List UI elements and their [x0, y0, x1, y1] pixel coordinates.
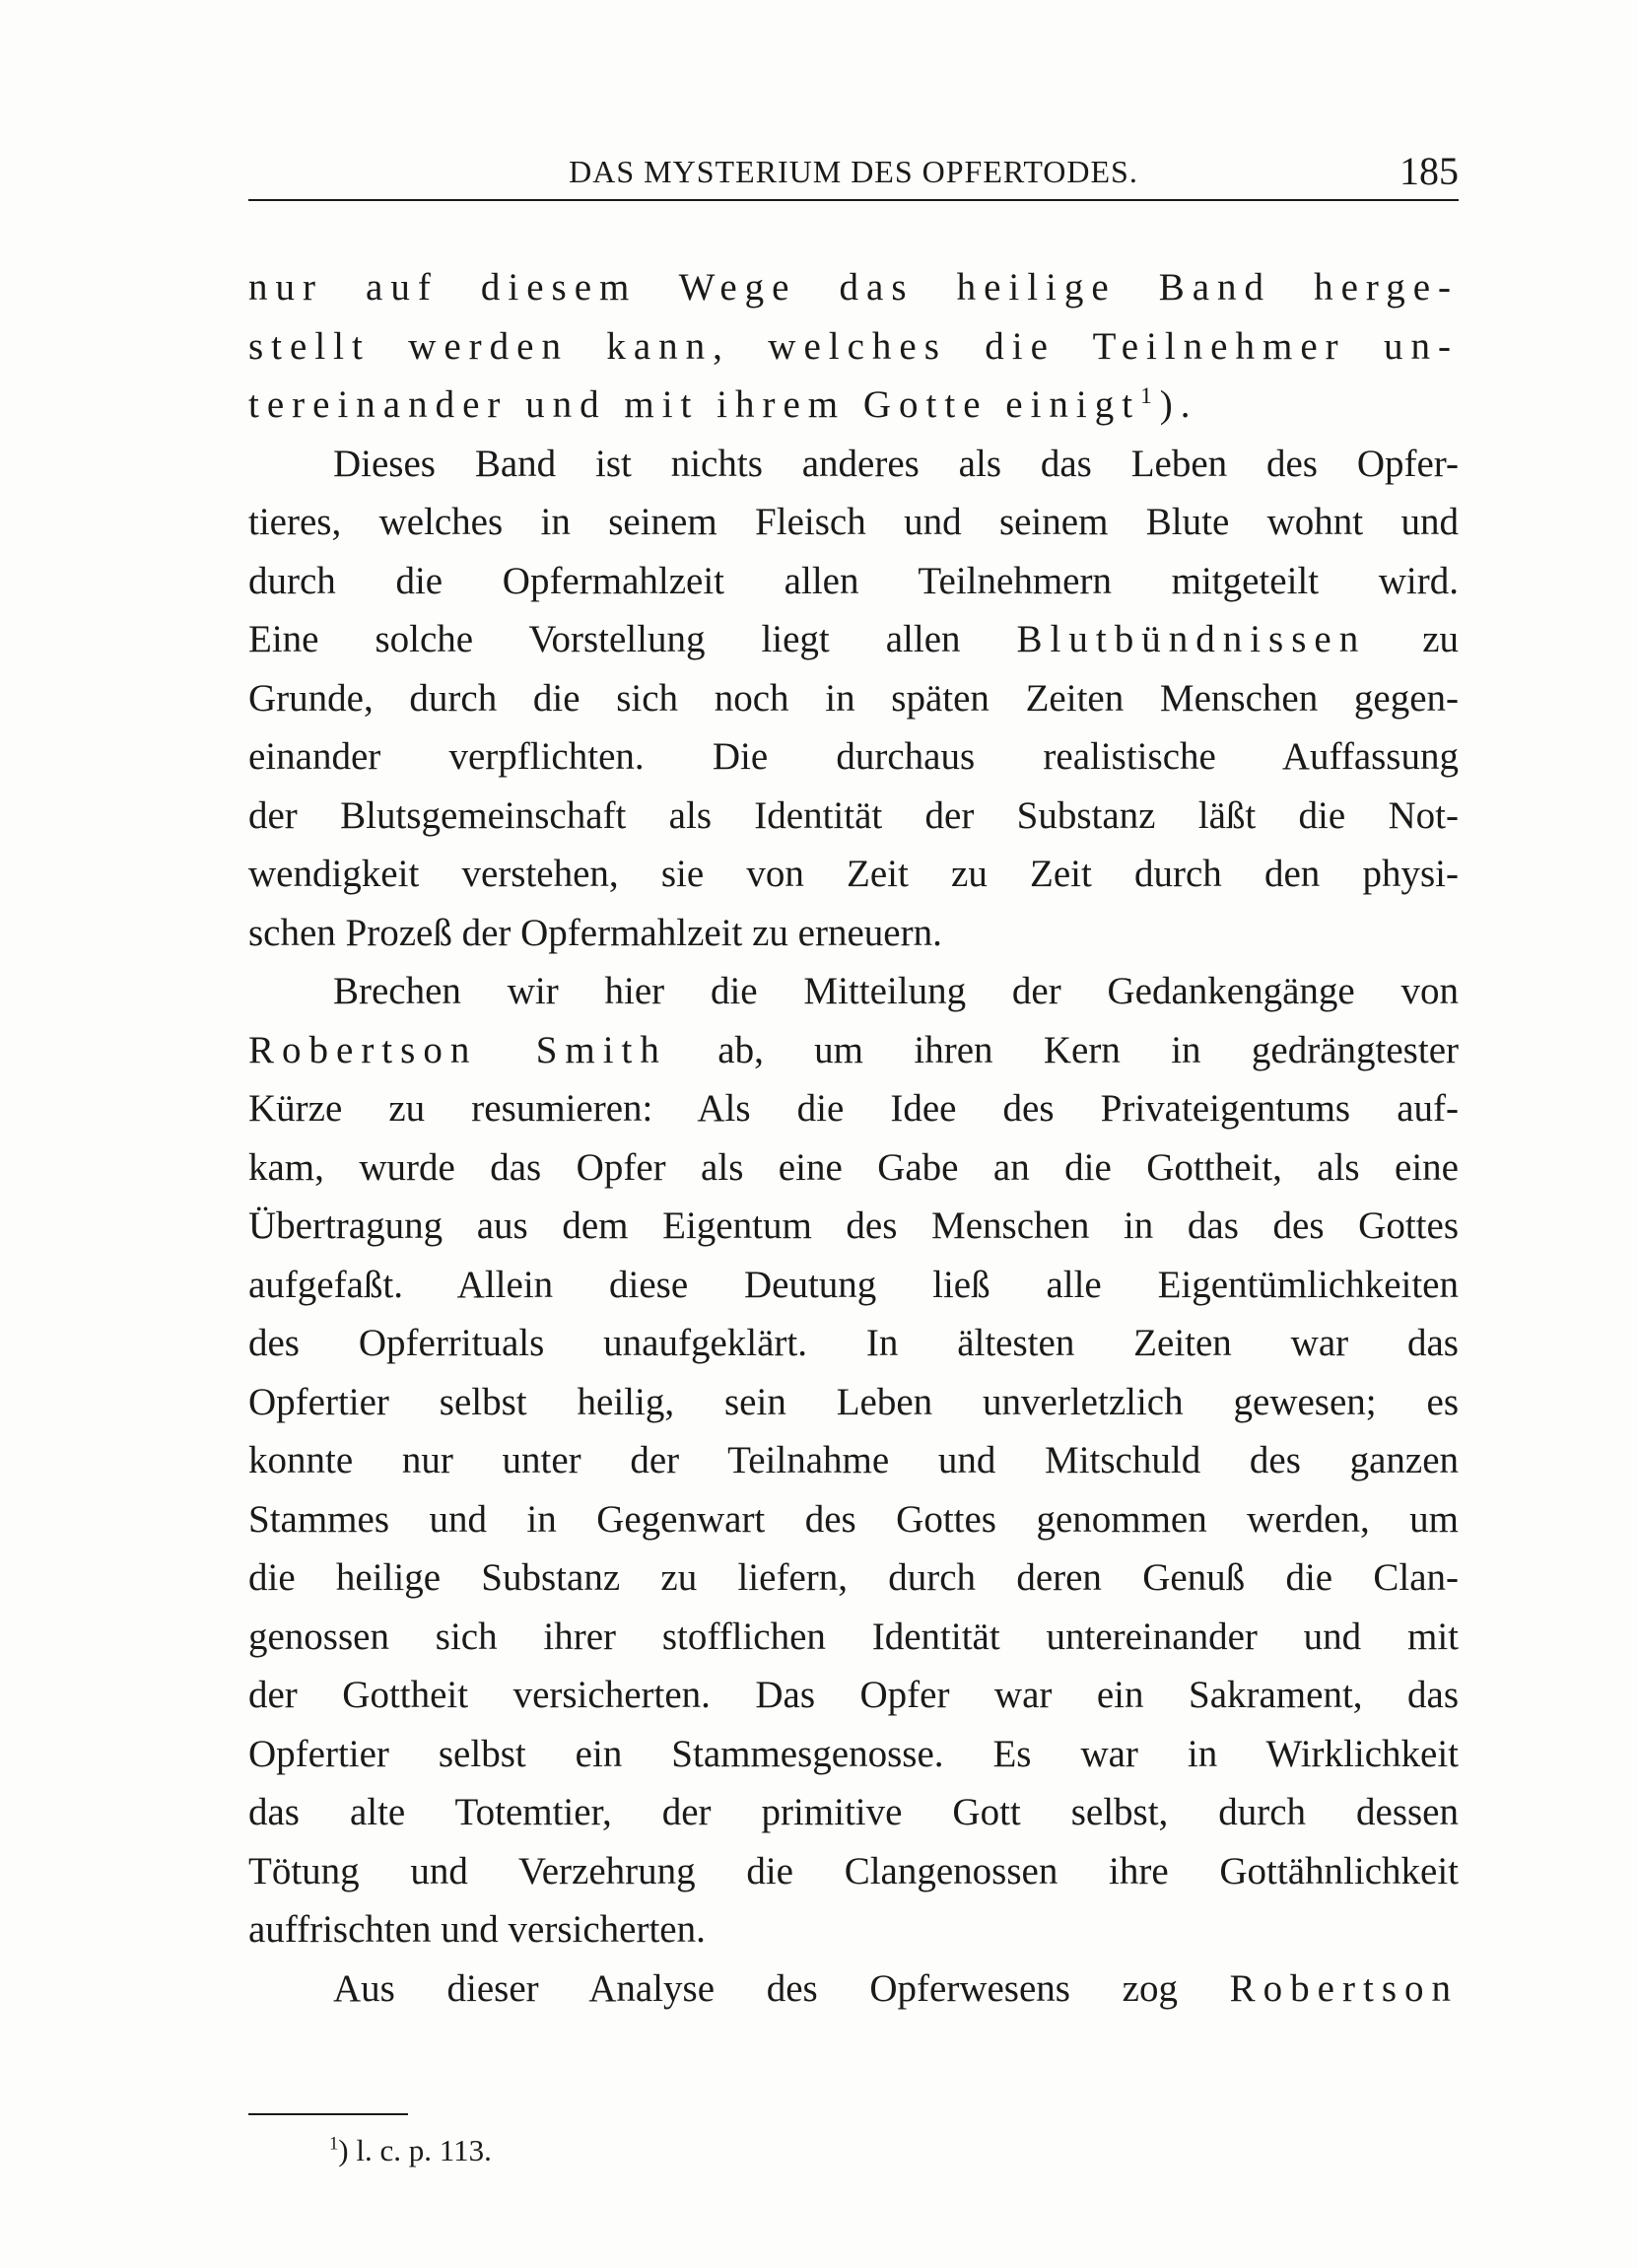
- text-line: Opfertier selbst heilig, sein Leben unverletzlich gewesen; es: [248, 1380, 1459, 1423]
- footnote-reference: 1: [1140, 383, 1160, 409]
- text-line: stellt werden kann, welches die Teilnehmer un-: [248, 324, 1459, 368]
- line-text: ).: [1159, 383, 1198, 426]
- text-line: des Opferrituals unaufgeklärt. In ältesten Zeiten war das: [248, 1322, 1459, 1364]
- text-line: das alte Totemtier, der primitive Gott selbst, durch dessen: [248, 1791, 1459, 1833]
- text-line: tieres, welches in seinem Fleisch und seinem Blute wohnt und: [248, 501, 1459, 543]
- text-line: wendigkeit verstehen, sie von Zeit zu Zeit durch den physi-: [248, 853, 1459, 895]
- text-line: auffrischten und versicherten.: [248, 1908, 706, 1951]
- footnote: [329, 2131, 492, 2170]
- text-line: die heilige Substanz zu liefern, durch deren Genuß die Clan-: [248, 1556, 1459, 1599]
- text-line: [248, 376, 1459, 435]
- emphasized-word: Blutbündnissen: [1016, 618, 1367, 660]
- text-line: Dieses Band ist nichts anderes als das Leben des Opfer-: [333, 442, 1459, 485]
- text-line: Stammes und in Gegenwart des Gottes genommen werden, um: [248, 1497, 1459, 1541]
- footnote-rule: [248, 2113, 408, 2115]
- text-line: einander verpflichten. Die durchaus realistische Auffassung: [248, 735, 1459, 778]
- running-head: [248, 146, 1459, 195]
- line-text: zu: [1366, 618, 1460, 660]
- text-line: [248, 1959, 1459, 2019]
- text-line: nur auf diesem Wege das heilige Band herge-: [248, 266, 1459, 309]
- text-line: Opfertier selbst ein Stammesgenosse. Es war in Wirklichkeit: [248, 1732, 1459, 1775]
- text-line: kam, wurde das Opfer als eine Gabe an die Gottheit, als eine: [248, 1145, 1459, 1189]
- text-line: Brechen wir hier die Mitteilung der Gedankengänge von: [333, 970, 1459, 1012]
- line-text: tereinander und mit ihrem Gotte einigt: [248, 383, 1141, 426]
- text-line: [248, 1021, 1459, 1080]
- text-line: [248, 610, 1459, 669]
- text-line: konnte nur unter der Teilnahme und Mitschuld des ganzen: [248, 1439, 1459, 1481]
- page-number: 185: [1399, 149, 1459, 193]
- footnote-text: ) l. c. p. 113.: [338, 2133, 492, 2167]
- footnote-marker: 1: [329, 2133, 339, 2155]
- running-title: DAS MYSTERIUM DES OPFERTODES.: [569, 154, 1138, 189]
- text-line: Grunde, durch die sich noch in späten Zeiten Menschen gegen-: [248, 676, 1459, 720]
- text-line: durch die Opfermahlzeit allen Teilnehmern mitgeteilt wird.: [248, 559, 1459, 602]
- text-line: aufgefaßt. Allein diese Deutung ließ alle Eigentümlichkeiten: [248, 1263, 1459, 1306]
- emphasized-name: Robertson: [1229, 1966, 1459, 2010]
- line-text: Aus dieser Analyse des Opferwesens zog: [333, 1966, 1230, 2010]
- text-line: Kürze zu resumieren: Als die Idee des Privateigentums auf-: [248, 1087, 1459, 1130]
- text-line: genossen sich ihrer stofflichen Identität untereinander und mit: [248, 1615, 1459, 1658]
- text-line: schen Prozeß der Opfermahlzeit zu erneuern.: [248, 911, 942, 954]
- text-line: der Blutsgemeinschaft als Identität der Substanz läßt die Not-: [248, 793, 1459, 837]
- line-text: ab, um ihren Kern in gedrängtester: [666, 1028, 1459, 1071]
- body-text: [248, 258, 1459, 2018]
- text-line: Übertragung aus dem Eigentum des Menschen in das des Gottes: [248, 1204, 1459, 1247]
- text-line: Tötung und Verzehrung die Clangenossen ihre Gottähnlichkeit: [248, 1849, 1459, 1892]
- emphasized-name: Robertson Smith: [248, 1028, 667, 1071]
- text-line: der Gottheit versicherten. Das Opfer war ein Sakrament, das: [248, 1674, 1459, 1716]
- header-rule: [248, 199, 1459, 201]
- line-text: Eine solche Vorstellung liegt allen: [248, 618, 1017, 660]
